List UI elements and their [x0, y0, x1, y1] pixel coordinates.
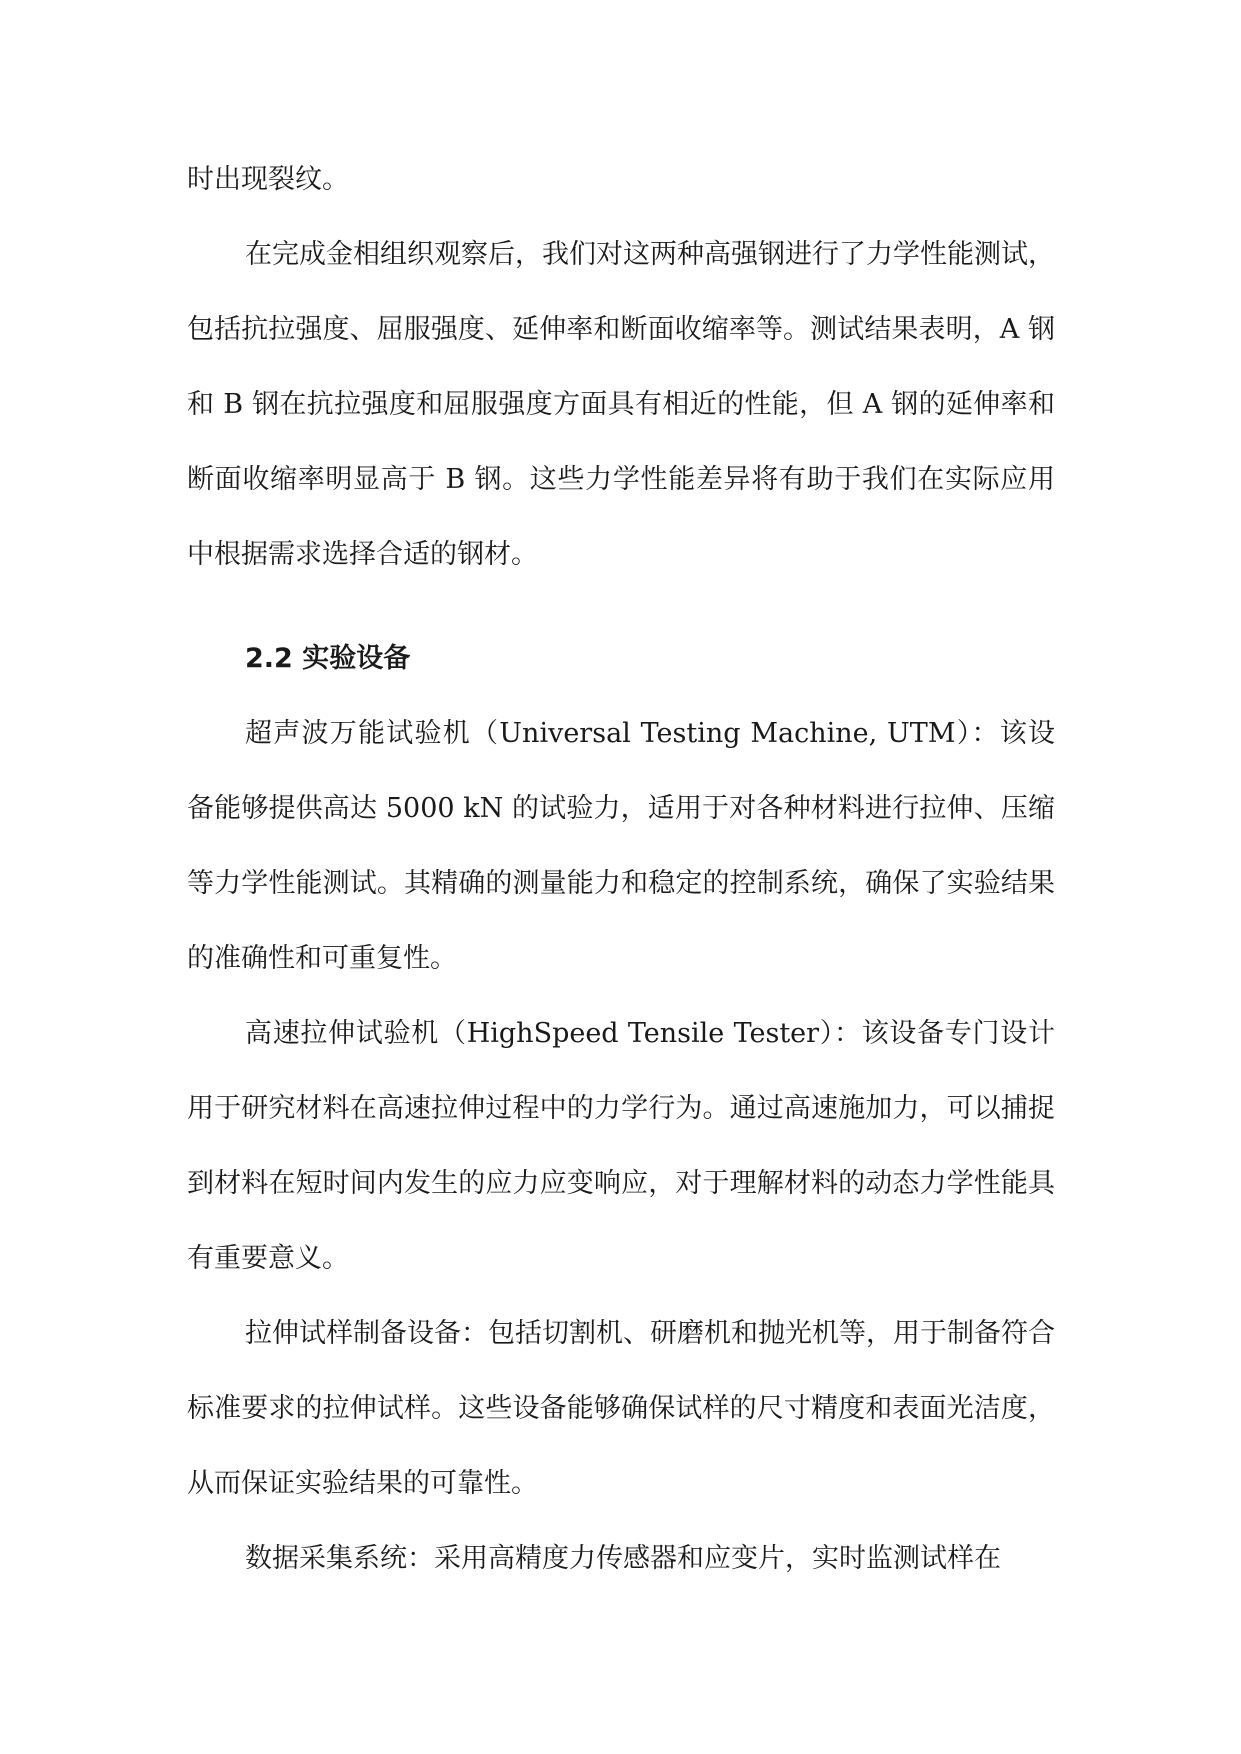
section-heading: 2.2 实验设备: [245, 643, 411, 674]
paragraph-specimen-prep: 拉伸试样制备设备：包括切割机、研磨机和抛光机等，用于制备符合标准要求的拉伸试样。这些设备能够确保试样的尺寸精度和表面光洁度，从而保证实验结果的可靠性。: [187, 1318, 1055, 1499]
document-body: [187, 142, 1055, 1596]
paragraph-utm: 超声波万能试验机（Universal Testing Machine, UTM）：该设备能够提供高达 5000 kN 的试验力，适用于对各种材料进行拉伸、压缩等力学性能测试。其精确的测量能力和稳定的控制系统，确保了实验结果的准确性和可重复性。: [187, 718, 1055, 974]
paragraph-mechanical-testing: 在完成金相组织观察后，我们对这两种高强钢进行了力学性能测试，包括抗拉强度、屈服强度、延伸率和断面收缩率等。测试结果表明，A 钢和 B 钢在抗拉强度和屈服强度方面具有相近的性能，但 A 钢的延伸率和断面收缩率明显高于 B 钢。这些力学性能差异将有助于我们在实际应用中根据需求选择合适的钢材。: [187, 239, 1055, 570]
paragraph-continuation: 时出现裂纹。: [187, 164, 349, 195]
paragraph-data-acquisition: 数据采集系统：采用高精度力传感器和应变片，实时监测试样在: [245, 1543, 1001, 1574]
paragraph-high-speed-tester: 高速拉伸试验机（HighSpeed Tensile Tester）：该设备专门设计用于研究材料在高速拉伸过程中的力学行为。通过高速施加力，可以捕捉到材料在短时间内发生的应力应变响应，对于理解材料的动态力学性能具有重要意义。: [187, 1018, 1055, 1274]
